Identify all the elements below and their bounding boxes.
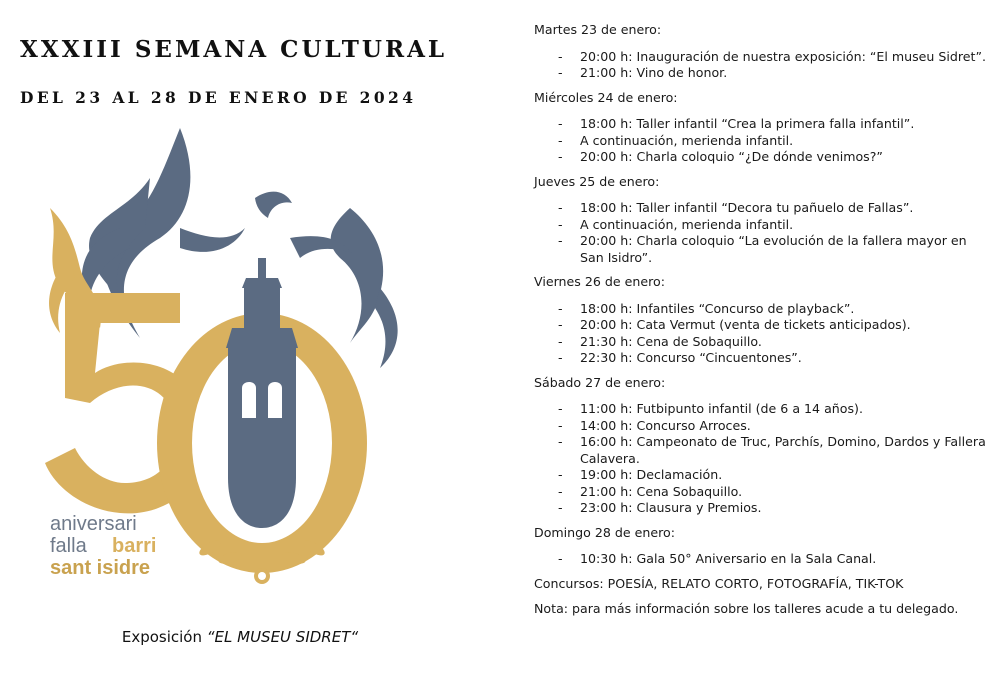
logo-barri-text: barri [112, 535, 157, 557]
event-item: - 23:00 h: Clausura y Premios. [534, 500, 994, 517]
event-title: XXXIII SEMANA CULTURAL [20, 36, 448, 63]
event-list [534, 116, 994, 166]
logo-aniversari-text: aniversari [50, 513, 137, 535]
event-list [534, 49, 994, 82]
event-item: - 19:00 h: Declamación. [534, 467, 994, 484]
event-list [534, 401, 994, 517]
logo-falla-text: falla [50, 535, 87, 557]
event-item: - 18:00 h: Taller infantil “Crea la primera falla infantil”. [534, 116, 994, 133]
exhibition-prefix: Exposición [121, 628, 207, 646]
anniversary-logo [30, 118, 450, 598]
day-block [534, 375, 994, 517]
day-label: Jueves 25 de enero: [534, 173, 660, 189]
event-item: - 16:00 h: Campeonato de Truc, Parchís, Domino, Dardos y Fallera Calavera. [534, 434, 994, 467]
logo-sant-isidre-text: sant isidre [50, 557, 151, 579]
event-item: - 21:00 h: Vino de honor. [534, 65, 994, 82]
day-label: Domingo 28 de enero: [534, 524, 675, 540]
event-list [534, 551, 994, 568]
schedule-list [534, 22, 994, 627]
event-item: - 21:00 h: Cena Sobaquillo. [534, 484, 994, 501]
event-item: - 21:30 h: Cena de Sobaquillo. [534, 334, 994, 351]
event-item: - A continuación, merienda infantil. [534, 133, 994, 150]
event-item: - 14:00 h: Concurso Arroces. [534, 418, 994, 435]
event-list [534, 200, 994, 266]
event-item: - 22:30 h: Concurso “Cincuentones”. [534, 350, 994, 367]
event-item: - 20:00 h: Charla coloquio “La evolución de la fallera mayor en San Isidro”. [534, 233, 994, 266]
day-block [534, 174, 994, 267]
event-item: - 18:00 h: Infantiles “Concurso de playback”. [534, 301, 994, 318]
day-block [534, 525, 994, 568]
event-item: - 20:00 h: Inauguración de nuestra exposición: “El museu Sidret”. [534, 49, 994, 66]
day-block [534, 274, 994, 367]
exhibition-caption [0, 628, 480, 646]
day-block [534, 22, 994, 82]
day-label: Sábado 27 de enero: [534, 374, 666, 390]
event-list [534, 301, 994, 367]
day-block [534, 90, 994, 166]
event-item: - 20:00 h: Cata Vermut (venta de tickets anticipados). [534, 317, 994, 334]
info-note: Nota: para más información sobre los talleres acude a tu delegado. [534, 601, 959, 616]
event-item: - 18:00 h: Taller infantil “Decora tu pañuelo de Fallas”. [534, 200, 994, 217]
event-item: - 10:30 h: Gala 50° Aniversario en la Sala Canal. [534, 551, 994, 568]
exhibition-name: “EL MUSEU SIDRET“ [206, 628, 359, 646]
day-label: Martes 23 de enero: [534, 22, 662, 37]
contests-line: Concursos: POESÍA, RELATO CORTO, FOTOGRAFÍA, TIK-TOK [534, 575, 904, 591]
event-item: - 11:00 h: Futbipunto infantil (de 6 a 14 años). [534, 401, 994, 418]
church-tower-graphic [226, 258, 298, 528]
event-item: - A continuación, merienda infantil. [534, 217, 994, 234]
event-dates: DEL 23 AL 28 DE ENERO DE 2024 [20, 88, 417, 107]
day-label: Miércoles 24 de enero: [534, 89, 678, 105]
event-item: - 20:00 h: Charla coloquio “¿De dónde venimos?” [534, 149, 994, 166]
day-label: Viernes 26 de enero: [534, 274, 665, 289]
